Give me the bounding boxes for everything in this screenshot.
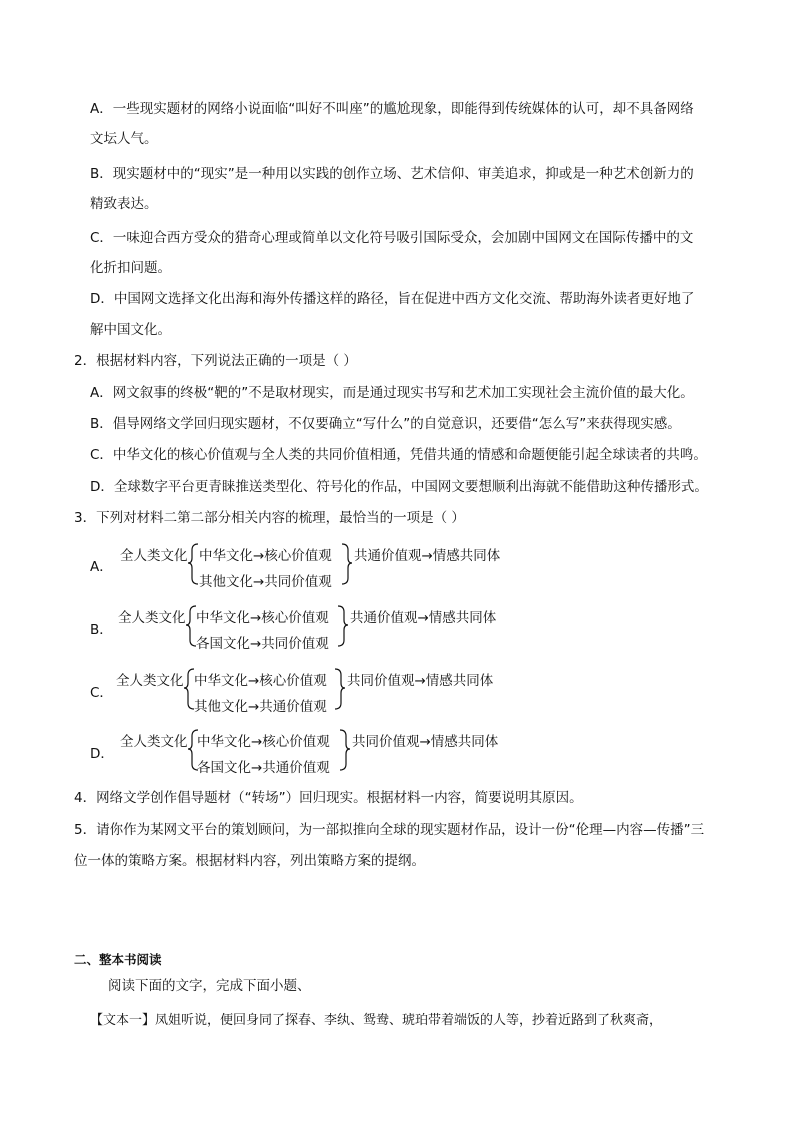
diagram-top-text: 中华文化→核心价值观 (194, 673, 327, 689)
q1-option-a-line1: A．一些现实题材的网络小说面临“叫好不叫座”的尴尬现象，即能得到传统媒体的认可，却不具备网络 (90, 101, 694, 117)
diagram-right-text: 共同价值观→情感共同体 (352, 734, 499, 750)
option-label: B． (90, 622, 113, 638)
q1-option-c-line2: 化折扣问题。 (90, 260, 171, 276)
q1-option-d-line1: D．中国网文选择文化出海和海外传播这样的路径，旨在促进中西方文化交流、帮助海外读者更好地了 (90, 291, 695, 307)
right-brace (340, 542, 352, 586)
q5-stem-line1: 5．请你作为某网文平台的策划顾问，为一部拟推向全球的现实题材作品，设计一份“伦理—内容—传播”三 (74, 822, 705, 838)
diagram-bottom-text: 各国文化→共通价值观 (197, 760, 330, 776)
q1-option-c-line1: C．一味迎合西方受众的猎奇心理或简单以文化符号吸引国际受众，会加剧中国网文在国际传播中的文 (90, 230, 694, 246)
diagram-left-text: 全人类文化 (120, 734, 188, 750)
option-label: A． (90, 559, 113, 575)
diagram-top-text: 中华文化→核心价值观 (196, 610, 329, 626)
diagram-bottom-text: 各国文化→共同价值观 (196, 636, 329, 652)
right-brace (338, 728, 350, 772)
option-label: C． (90, 685, 113, 701)
text-one-paragraph: 【文本一】凤姐听说，便回身同了探春、李纨、鸳鸯、琥珀带着端饭的人等，抄着近路到了秋爽斋， (90, 1013, 663, 1028)
q2-option-a: A．网文叙事的终极“靶的”不是取材现实，而是通过现实书写和艺术加工实现社会主流价值的最大化。 (90, 385, 694, 401)
diagram-bottom-text: 其他文化→共同价值观 (199, 574, 332, 590)
right-brace (333, 667, 345, 711)
right-brace (336, 604, 348, 648)
diagram-bottom-text: 其他文化→共通价值观 (194, 699, 327, 715)
q2-option-b: B．倡导网络文学回归现实题材，不仅要确立“写什么”的自觉意识，还要借“怎么写”来获得现实感。 (90, 416, 681, 432)
q1-option-b-line1: B．现实题材中的“现实”是一种用以实践的创作立场、艺术信仰、审美追求，抑或是一种艺术创新力的 (90, 166, 694, 182)
diagram-left-text: 全人类文化 (116, 673, 184, 689)
q1-option-a-line2: 文坛人气。 (90, 131, 158, 147)
option-label: D． (90, 746, 114, 762)
q5-stem-line2: 位一体的策略方案。根据材料内容，列出策略方案的提纲。 (74, 853, 425, 869)
diagram-right-text: 共同价值观→情感共同体 (347, 673, 494, 689)
diagram-right-text: 共通价值观→情感共同体 (354, 548, 501, 564)
diagram-top-text: 中华文化→核心价值观 (199, 548, 332, 564)
diagram-left-text: 全人类文化 (120, 548, 188, 564)
section-heading: 二、整本书阅读 (74, 952, 162, 967)
q3-stem: 3．下列对材料二第二部分相关内容的梳理，最恰当的一项是（ ） (74, 510, 465, 526)
q2-option-c: C．中华文化的核心价值观与全人类的共同价值相通，凭借共通的情感和命题便能引起全球读者的共鸣。 (90, 447, 707, 463)
q1-option-d-line2: 解中国文化。 (90, 322, 171, 338)
section-intro: 阅读下面的文字，完成下面小题、 (108, 978, 311, 994)
diagram-left-text: 全人类文化 (118, 610, 186, 626)
q2-option-d: D．全球数字平台更青睐推送类型化、符号化的作品，中国网文要想顺利出海就不能借助这种传播形式。 (90, 479, 708, 495)
q2-stem: 2．根据材料内容，下列说法正确的一项是（ ） (74, 353, 357, 369)
q1-option-b-line2: 精致表达。 (90, 196, 158, 212)
diagram-top-text: 中华文化→核心价值观 (197, 734, 330, 750)
q4-stem: 4．网络文学创作倡导题材（“转场”）回归现实。根据材料一内容，简要说明其原因。 (74, 790, 583, 806)
diagram-right-text: 共通价值观→情感共同体 (350, 610, 497, 626)
